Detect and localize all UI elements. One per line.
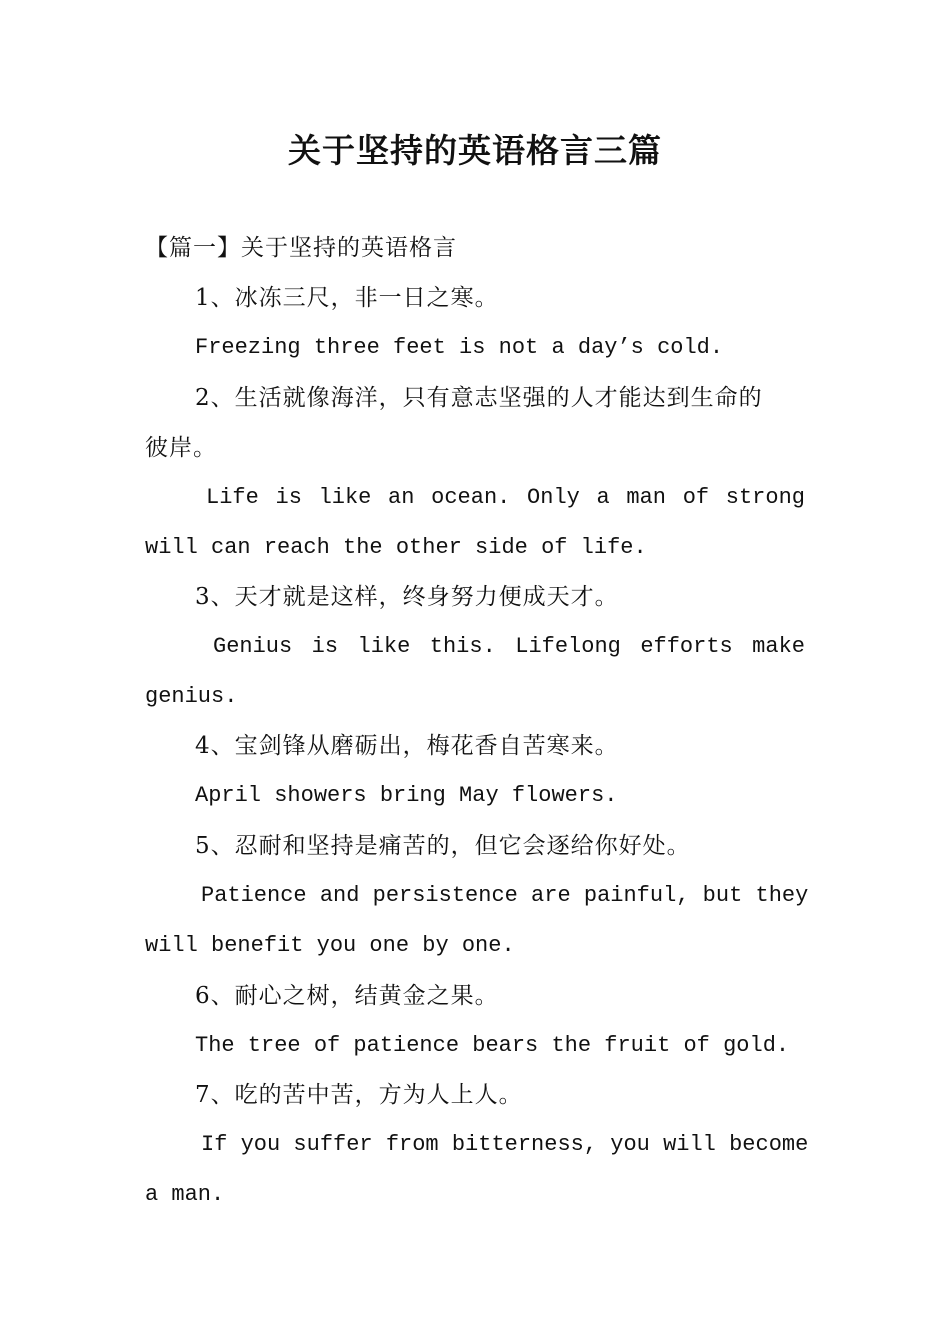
proverb-1-chinese: 1、冰冻三尺，非一日之寒。 bbox=[195, 285, 499, 311]
section-heading: 【篇一】关于坚持的英语格言 bbox=[145, 235, 457, 261]
proverb-3-english: Genius is like this. Lifelong efforts make bbox=[213, 634, 805, 659]
document-title: 关于坚持的英语格言三篇 bbox=[288, 131, 662, 170]
proverb-5-english-cont: will benefit you one by one. bbox=[145, 933, 515, 958]
proverb-2-chinese-cont: 彼岸。 bbox=[145, 435, 217, 461]
proverb-4-chinese: 4、宝剑锋从磨砺出，梅花香自苦寒来。 bbox=[195, 733, 619, 759]
proverb-5-chinese: 5、忍耐和坚持是痛苦的，但它会逐给你好处。 bbox=[195, 833, 691, 859]
proverb-7-english: If you suffer from bitterness, you will become bbox=[201, 1132, 809, 1157]
proverb-2-chinese: 2、生活就像海洋，只有意志坚强的人才能达到生命的 bbox=[195, 385, 763, 411]
proverb-4-english: April showers bring May flowers. bbox=[195, 783, 618, 808]
proverb-7-english-cont: a man. bbox=[145, 1182, 225, 1207]
proverb-7-chinese: 7、吃的苦中苦，方为人上人。 bbox=[195, 1082, 523, 1108]
proverb-1-english: Freezing three feet is not a day’s cold. bbox=[195, 335, 724, 360]
proverb-3-english-cont: genius. bbox=[145, 684, 238, 709]
proverb-6-english: The tree of patience bears the fruit of gold. bbox=[195, 1033, 790, 1058]
proverb-3-chinese: 3、天才就是这样，终身努力便成天才。 bbox=[195, 584, 619, 610]
proverb-2-english-cont: will can reach the other side of life. bbox=[145, 535, 647, 560]
proverb-5-english: Patience and persistence are painful, but they bbox=[201, 883, 809, 908]
proverb-6-chinese: 6、耐心之树，结黄金之果。 bbox=[195, 983, 499, 1009]
proverb-2-english: Life is like an ocean. Only a man of strong bbox=[206, 485, 805, 510]
